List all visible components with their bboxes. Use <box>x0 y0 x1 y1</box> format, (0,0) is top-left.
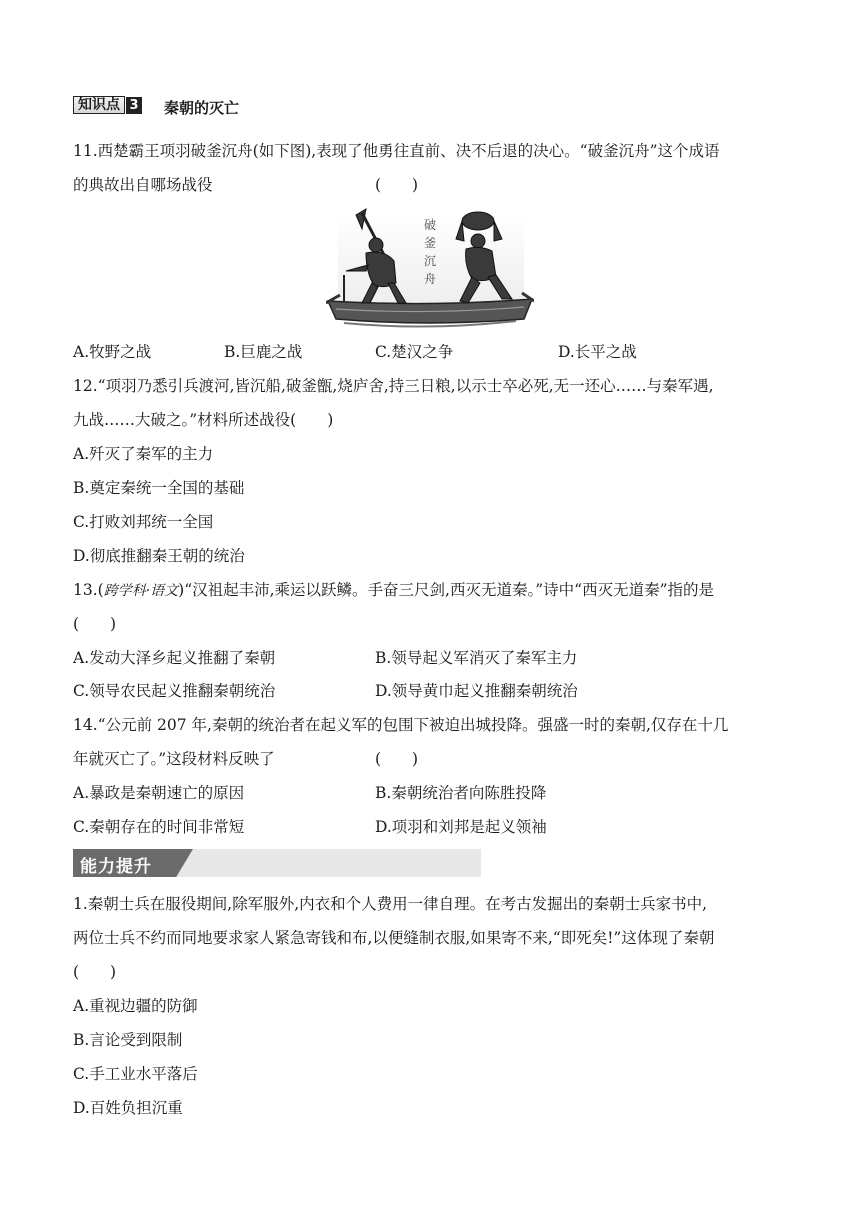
q12-stem-line2: 九战……大破之。”材料所述战役( ) <box>73 411 334 429</box>
q13-stem-line2: ( ) <box>73 615 117 633</box>
q12-option-b[interactable]: B.奠定秦统一全国的基础 <box>73 479 245 497</box>
caption-char-3: 沉 <box>423 254 437 268</box>
a1-option-c[interactable]: C.手工业水平落后 <box>73 1065 198 1083</box>
q14-stem-line1: 14.“公元前 207 年,秦朝的统治者在起义军的包围下被迫出城投降。强盛一时的秦朝,仅存在十几 <box>73 716 729 734</box>
q11-answer-bracket: ( ) <box>375 176 419 194</box>
q11-option-b[interactable]: B.巨鹿之战 <box>224 343 303 361</box>
q12-option-c[interactable]: C.打败刘邦统一全国 <box>73 513 214 531</box>
a1-stem-line2: 两位士兵不约而同地要求家人紧急寄钱和布,以便缝制衣服,如果寄不来,“即死矣!”这体现了秦朝 <box>73 929 715 947</box>
section-badge-number: 3 <box>126 97 142 114</box>
a1-option-d[interactable]: D.百姓负担沉重 <box>73 1099 183 1117</box>
q12-option-a[interactable]: A.歼灭了秦军的主力 <box>73 445 214 463</box>
q13-quote: )“汉祖起丰沛,乘运以跃鳞。手奋三尺剑,西灭无道秦。”诗中“西灭无道秦”指的是 <box>178 581 715 599</box>
a1-option-b[interactable]: B.言论受到限制 <box>73 1031 183 1049</box>
q13-stem-line1 <box>73 580 714 601</box>
a1-option-a[interactable]: A.重视边疆的防御 <box>73 997 198 1015</box>
q14-option-b[interactable]: B.秦朝统治者向陈胜投降 <box>375 784 547 802</box>
q14-answer-bracket: ( ) <box>375 750 419 768</box>
caption-char-4: 舟 <box>423 272 437 286</box>
q13-option-b[interactable]: B.领导起义军消灭了秦军主力 <box>375 649 578 667</box>
q11-option-d[interactable]: D.长平之战 <box>558 343 637 361</box>
caption-char-2: 釜 <box>423 236 437 250</box>
a1-stem-line3: ( ) <box>73 963 117 981</box>
q13-option-a[interactable]: A.发动大泽乡起义推翻了秦朝 <box>73 649 276 667</box>
q14-option-c[interactable]: C.秦朝存在的时间非常短 <box>73 818 245 836</box>
q13-number: 13.( <box>73 581 104 599</box>
q13-option-c[interactable]: C.领导农民起义推翻秦朝统治 <box>73 682 276 700</box>
q12-option-d[interactable]: D.彻底推翻秦王朝的统治 <box>73 547 245 565</box>
q11-option-c[interactable]: C.楚汉之争 <box>375 343 454 361</box>
q14-stem-line2: 年就灭亡了。”这段材料反映了 <box>73 750 275 768</box>
caption-char-1: 破 <box>423 218 437 232</box>
q12-stem-line1: 12.“项羽乃悉引兵渡河,皆沉船,破釜甑,烧庐舍,持三日粮,以示士卒必死,无一还心……与秦军遇, <box>73 377 714 395</box>
section-badge <box>73 95 142 115</box>
section-title: 秦朝的灭亡 <box>164 99 240 117</box>
boat-illustration <box>326 203 534 329</box>
q11-option-a[interactable]: A.牧野之战 <box>73 343 152 361</box>
q13-cross-subject-tag: 跨学科·语文 <box>103 583 179 599</box>
q14-option-d[interactable]: D.项羽和刘邦是起义领袖 <box>375 818 547 836</box>
q14-option-a[interactable]: A.暴政是秦朝速亡的原因 <box>73 784 245 802</box>
q11-stem-line2: 的典故出自哪场战役 <box>73 176 213 194</box>
q13-option-d[interactable]: D.领导黄巾起义推翻秦朝统治 <box>375 682 578 700</box>
a1-stem-line1: 1.秦朝士兵在服役期间,除军服外,内衣和个人费用一律自理。在考古发掘出的秦朝士兵家书中, <box>73 895 708 913</box>
ability-banner-title: 能力提升 <box>80 857 152 877</box>
section-badge-label: 知识点 <box>73 96 125 114</box>
q11-stem-line1: 11.西楚霸王项羽破釜沉舟(如下图),表现了他勇往直前、决不后退的决心。“破釜沉舟”这个成语 <box>73 142 720 160</box>
